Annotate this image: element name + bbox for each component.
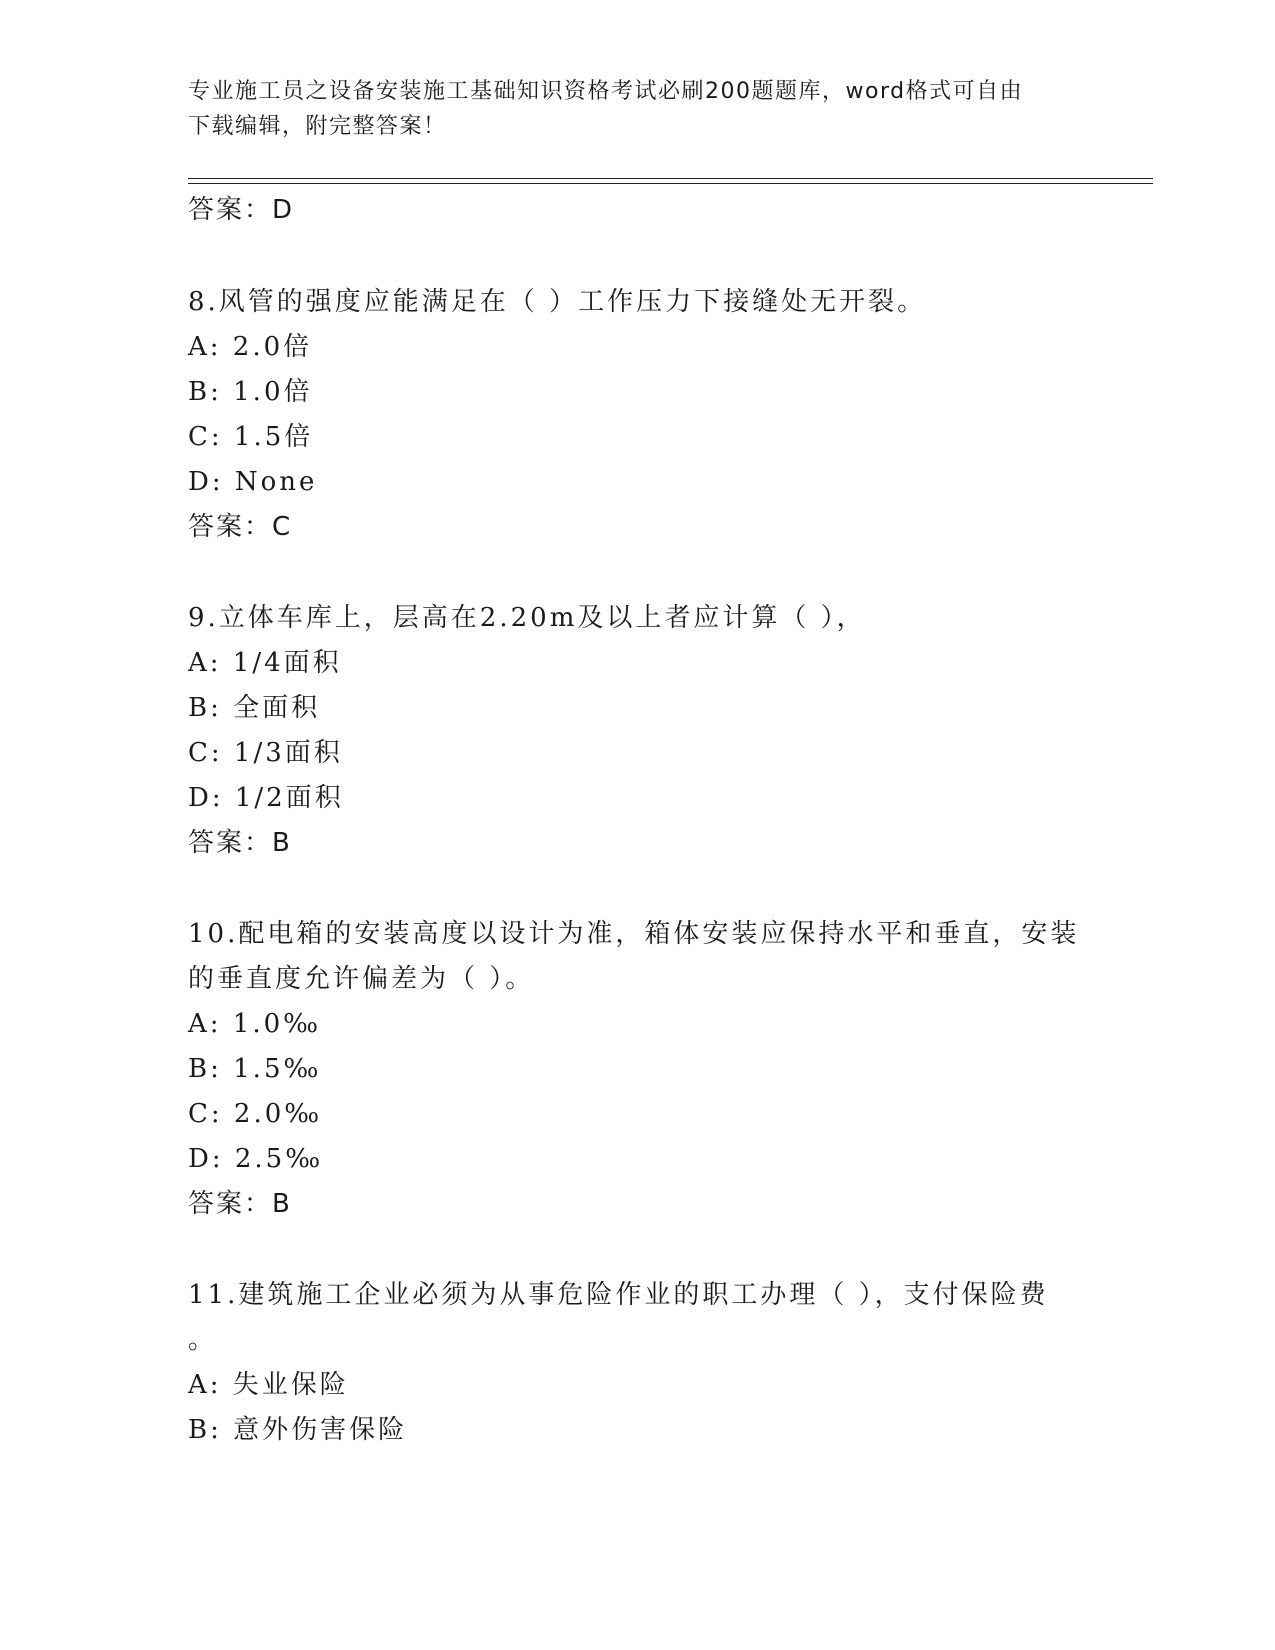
q8-answer: 答案：C bbox=[188, 512, 293, 542]
q9-stem: 9.立体车库上，层高在2.20m及以上者应计算（ ）， bbox=[188, 603, 866, 633]
q10-option-a: A: 1.0‰ bbox=[188, 1009, 322, 1039]
header-divider-top bbox=[188, 178, 1153, 179]
q10-answer: 答案：B bbox=[188, 1189, 292, 1219]
q11-option-a: A: 失业保险 bbox=[188, 1370, 349, 1400]
q11-stem-line-2: 。 bbox=[188, 1325, 218, 1355]
q9-option-c: C: 1/3面积 bbox=[188, 738, 343, 768]
q10-option-c: C: 2.0‰ bbox=[188, 1099, 323, 1129]
q8-option-b: B: 1.0倍 bbox=[188, 377, 313, 407]
header-line-2: 下载编辑，附完整答案！ bbox=[188, 114, 447, 139]
header-divider-bottom bbox=[188, 183, 1153, 184]
q8-stem: 8.风管的强度应能满足在（ ）工作压力下接缝处无开裂。 bbox=[188, 287, 927, 317]
q8-option-a: A: 2.0倍 bbox=[188, 332, 313, 362]
q10-option-d: D: 2.5‰ bbox=[188, 1144, 324, 1174]
q10-stem-line-2: 的垂直度允许偏差为（ ）。 bbox=[188, 964, 535, 994]
q8-option-c: C: 1.5倍 bbox=[188, 422, 314, 452]
q8-option-d: D: None bbox=[188, 467, 318, 497]
q9-answer: 答案：B bbox=[188, 828, 292, 858]
header-line-1: 专业施工员之设备安装施工基础知识资格考试必刷200题题库，word格式可自由 bbox=[188, 79, 1024, 104]
q10-option-b: B: 1.5‰ bbox=[188, 1054, 322, 1084]
q11-option-b: B: 意外伤害保险 bbox=[188, 1415, 408, 1445]
q9-option-b: B: 全面积 bbox=[188, 693, 321, 723]
q9-option-a: A: 1/4面积 bbox=[188, 648, 342, 678]
q10-stem-line-1: 10.配电箱的安装高度以设计为准，箱体安装应保持水平和垂直，安装 bbox=[188, 919, 1080, 949]
answer-prev: 答案：D bbox=[188, 195, 295, 225]
q9-option-d: D: 1/2面积 bbox=[188, 783, 344, 813]
document-header bbox=[188, 74, 1088, 144]
q11-stem-line-1: 11.建筑施工企业必须为从事危险作业的职工办理（ ），支付保险费 bbox=[188, 1280, 1049, 1310]
